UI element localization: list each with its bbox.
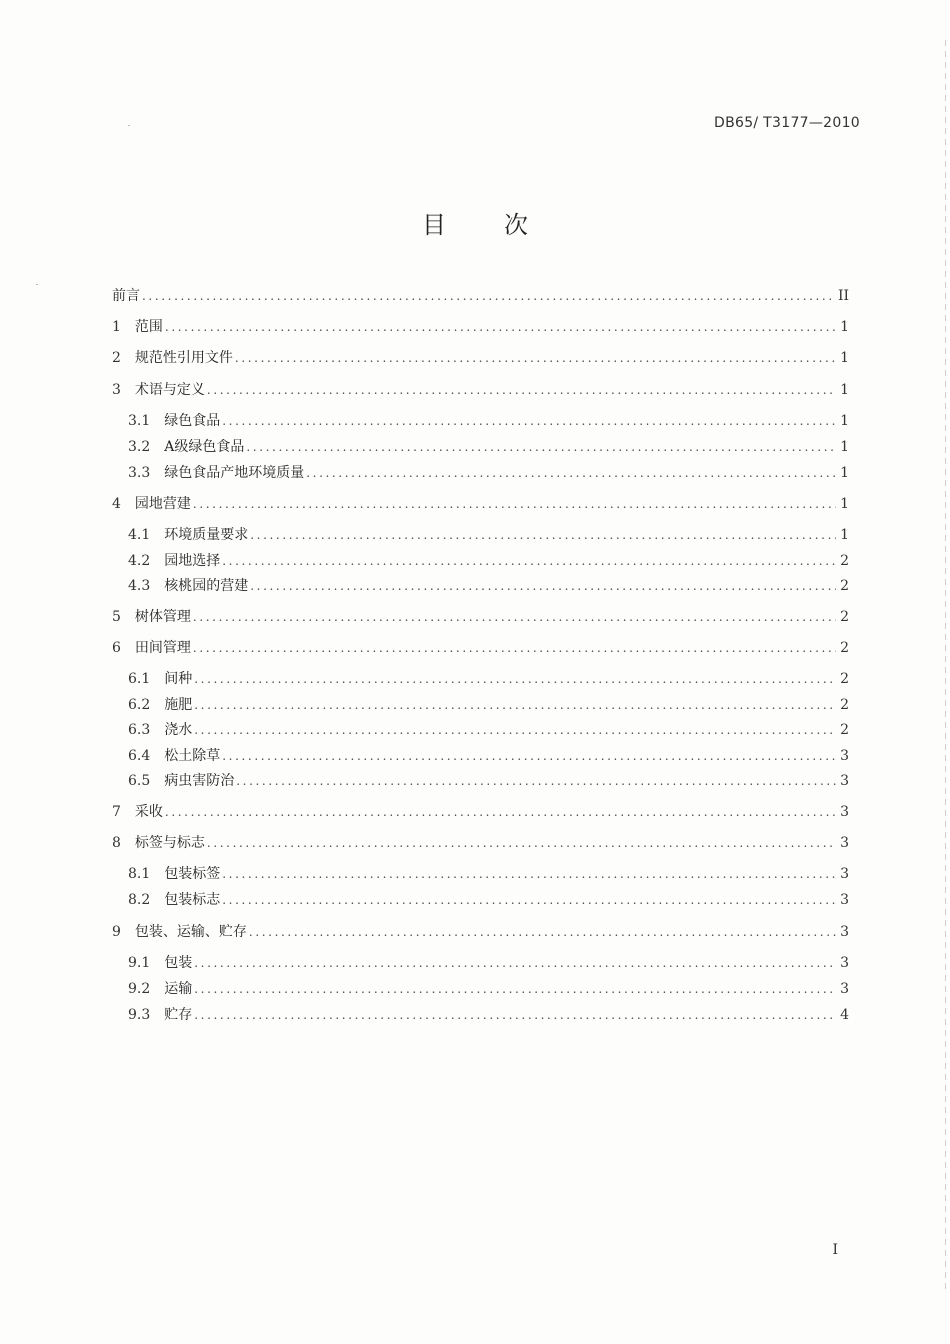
toc-section-title: A级绿色食品 xyxy=(164,439,245,455)
toc-page-number: 1 xyxy=(840,382,849,398)
toc-section-title: 采收 xyxy=(134,804,163,820)
toc-section-title: 包装标签 xyxy=(164,866,221,882)
toc-section-title: 包装标志 xyxy=(164,892,221,908)
toc-leader-dots xyxy=(222,411,836,431)
scan-speck xyxy=(128,125,130,126)
toc-leader-dots xyxy=(207,833,836,853)
toc-page-number: 2 xyxy=(840,640,849,656)
toc-section-number: 3.3 xyxy=(128,465,151,481)
toc-leader-dots xyxy=(194,720,836,740)
toc-section-number: 6 xyxy=(112,640,121,656)
toc-section-title: 术语与定义 xyxy=(134,382,205,398)
toc-page-number: 2 xyxy=(840,722,849,738)
toc-page-number: 3 xyxy=(840,835,849,851)
toc-section-number: 6.3 xyxy=(128,722,151,738)
toc-section-number: 9 xyxy=(112,924,121,940)
toc-page-number: 2 xyxy=(840,671,849,687)
toc-page-number: 1 xyxy=(840,465,849,481)
toc-section-number: 8 xyxy=(112,835,121,851)
toc-page-number: 3 xyxy=(840,804,849,820)
title-char-2: 次 xyxy=(504,211,528,239)
toc-leader-dots xyxy=(222,890,836,910)
toc-section-number: 8.1 xyxy=(128,866,151,882)
toc-section-title: 松土除草 xyxy=(164,748,221,764)
toc-section-number: 3.2 xyxy=(128,439,151,455)
toc-section-title: 树体管理 xyxy=(134,609,191,625)
toc-section-number: 3 xyxy=(112,382,121,398)
toc-section-title: 园地营建 xyxy=(134,496,191,512)
toc-section-number: 5 xyxy=(112,609,121,625)
toc-leader-dots xyxy=(250,576,836,596)
page-number: I xyxy=(832,1242,838,1258)
toc-leader-dots xyxy=(194,1005,836,1025)
page-title xyxy=(0,205,950,240)
toc-section-number: 9.3 xyxy=(128,1007,151,1023)
toc-leader-dots xyxy=(236,771,836,791)
toc-section-title: 绿色食品产地环境质量 xyxy=(164,465,305,481)
toc-leader-dots xyxy=(165,317,836,337)
toc-section-title: 病虫害防治 xyxy=(164,773,235,789)
toc-page-number: 3 xyxy=(840,773,849,789)
toc-leader-dots xyxy=(207,380,836,400)
toc-page-number: 3 xyxy=(840,748,849,764)
toc-leader-dots xyxy=(194,979,836,999)
toc-section-title: 绿色食品 xyxy=(164,413,221,429)
toc-section-title: 贮存 xyxy=(164,1007,193,1023)
toc-section-title: 标签与标志 xyxy=(134,835,205,851)
toc-section-number: 6.2 xyxy=(128,697,151,713)
toc-section-title: 浇水 xyxy=(164,722,193,738)
standard-code: DB65/ T3177—2010 xyxy=(714,115,860,131)
toc-leader-dots xyxy=(193,494,836,514)
toc-section-number: 9.1 xyxy=(128,955,151,971)
toc-page-number: 3 xyxy=(840,981,849,997)
toc-section-title: 环境质量要求 xyxy=(164,527,249,543)
toc-page-number: 3 xyxy=(840,866,849,882)
toc-page-number: 1 xyxy=(840,413,849,429)
title-char-1: 目 xyxy=(422,211,446,239)
toc-page-number: 3 xyxy=(840,955,849,971)
toc-leader-dots xyxy=(142,286,834,306)
toc-section-number: 2 xyxy=(112,350,121,366)
toc-page-number: 1 xyxy=(840,350,849,366)
scan-edge-mark xyxy=(945,40,946,1290)
toc-page-number: 1 xyxy=(840,527,849,543)
toc-leader-dots xyxy=(193,638,836,658)
toc-page-number: II xyxy=(837,288,849,304)
toc-leader-dots xyxy=(194,669,836,689)
toc-page-number: 3 xyxy=(840,892,849,908)
toc-leader-dots xyxy=(246,437,836,457)
toc-section-title: 包装 xyxy=(164,955,193,971)
toc-section-title: 包装、运输、贮存 xyxy=(134,924,247,940)
toc-section-title: 园地选择 xyxy=(164,553,221,569)
toc-leader-dots xyxy=(194,953,836,973)
toc-section-number: 6.4 xyxy=(128,748,151,764)
toc-leader-dots xyxy=(222,864,836,884)
toc-leader-dots xyxy=(306,463,836,483)
toc-section-title: 规范性引用文件 xyxy=(134,350,233,366)
toc-page-number: 2 xyxy=(840,697,849,713)
toc-section-title: 前言 xyxy=(112,288,140,304)
toc-page-number: 3 xyxy=(840,924,849,940)
toc-leader-dots xyxy=(235,348,836,368)
toc-section-number: 7 xyxy=(112,804,121,820)
toc-leader-dots xyxy=(193,607,836,627)
toc-page-number: 2 xyxy=(840,553,849,569)
toc-section-number: 8.2 xyxy=(128,892,151,908)
toc-section-title: 核桃园的营建 xyxy=(164,578,249,594)
toc-section-title: 田间管理 xyxy=(134,640,191,656)
toc-page-number: 2 xyxy=(840,609,849,625)
scan-speck xyxy=(36,284,38,285)
toc-section-number: 1 xyxy=(112,319,121,335)
toc-leader-dots xyxy=(165,802,836,822)
toc-page-number: 2 xyxy=(840,578,849,594)
toc-section-number: 4.2 xyxy=(128,553,151,569)
toc-page-number: 1 xyxy=(840,496,849,512)
toc-leader-dots xyxy=(250,525,836,545)
toc-section-title: 范围 xyxy=(134,319,163,335)
toc-leader-dots xyxy=(194,695,836,715)
toc-section-number: 3.1 xyxy=(128,413,151,429)
toc-leader-dots xyxy=(249,922,836,942)
toc-section-number: 4.1 xyxy=(128,527,151,543)
toc-page-number: 1 xyxy=(840,439,849,455)
toc-section-number: 9.2 xyxy=(128,981,151,997)
toc-page-number: 1 xyxy=(840,319,849,335)
toc-leader-dots xyxy=(222,551,836,571)
toc-section-title: 间种 xyxy=(164,671,193,687)
toc-section-number: 4 xyxy=(112,496,121,512)
toc-leader-dots xyxy=(222,746,836,766)
toc-section-number: 4.3 xyxy=(128,578,151,594)
toc-section-number: 6.5 xyxy=(128,773,151,789)
toc-section-number: 6.1 xyxy=(128,671,151,687)
toc-section-title: 施肥 xyxy=(164,697,193,713)
toc-page-number: 4 xyxy=(840,1007,849,1023)
toc-section-title: 运输 xyxy=(164,981,193,997)
